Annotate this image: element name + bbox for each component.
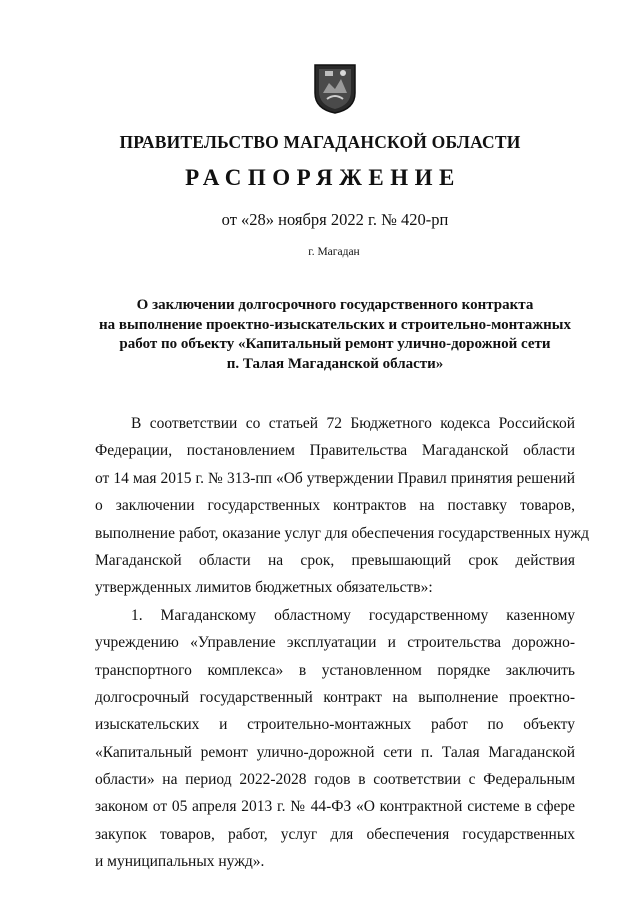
body-line: выполнение работ, оказание услуг для обеспечения государственных нужд [95,524,590,542]
body-line: области» на период 2022-2028 годов в соответствии с Федеральным [95,771,575,789]
body-line: утвержденных лимитов бюджетных обязательств»: [95,579,433,597]
document-date-number: от «28» ноября 2022 г. № 420-рп [221,210,449,229]
body-line: Магаданской области на срок, превышающий срок действия [95,551,575,569]
body-line: В соответствии со статьей 72 Бюджетного кодекса Российской [131,415,575,432]
body-line: от 14 мая 2015 г. № 313-пп «Об утверждении Правил принятия решений [95,469,575,487]
title-line: на выполнение проектно-изыскательских и строительно-монтажных [98,316,572,333]
body-line: «Капитальный ремонт улично-дорожной сети п. Талая Магаданской [95,743,575,761]
body-line: и муниципальных нужд». [95,853,265,871]
body-line: Федерации, постановлением Правительства Магаданской области [95,442,575,460]
body-line: о заключении государственных контрактов на поставку товаров, [95,497,575,515]
coat-of-arms-icon [313,63,357,115]
body-line: учреждению «Управление эксплуатации и строительства дорожно- [95,634,575,652]
title-line: работ по объекту «Капитальный ремонт улично-дорожной сети [119,336,551,352]
body-line: закупок товаров, работ, услуг для обеспечения государственных [95,825,575,843]
document-title [95,296,575,374]
government-name: ПРАВИТЕЛЬСТВО МАГАДАНСКОЙ ОБЛАСТИ [119,132,521,152]
body-line: 1. Магаданскому областному государственному казенному [131,606,575,624]
body-line: законом от 05 апреля 2013 г. № 44-ФЗ «О контрактной системе в сфере [95,798,575,816]
body-line: долгосрочный государственный контракт на выполнение проектно- [95,688,575,706]
document-city: г. Магадан [308,246,360,258]
document-body [95,410,590,876]
title-line: О заключении долгосрочного государственного контракта [136,297,534,313]
document-type: РАСПОРЯЖЕНИЕ [185,165,461,190]
body-line: изыскательских и строительно-монтажных работ по объекту [95,716,575,734]
title-line: п. Талая Магаданской области» [226,355,444,372]
body-line: транспортного комплекса» в установленном порядке заключить [95,661,575,679]
